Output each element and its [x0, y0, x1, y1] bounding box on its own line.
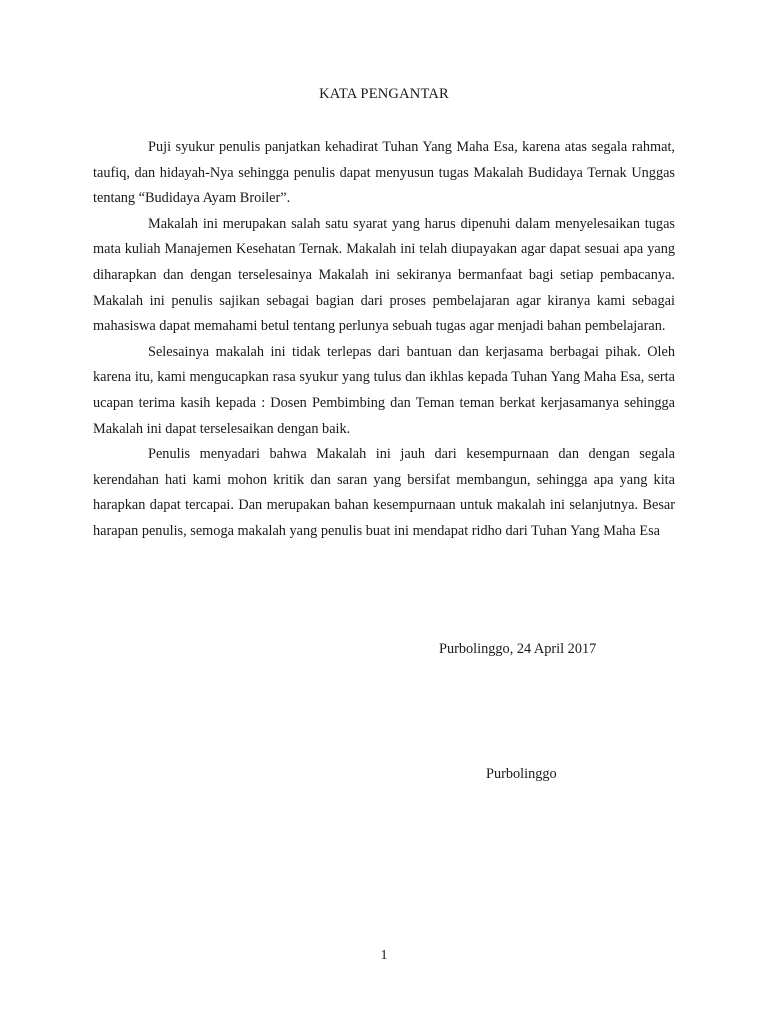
signer-name: Purbolinggo — [486, 766, 557, 782]
place-date: Purbolinggo, 24 April 2017 — [439, 641, 597, 657]
body-text — [93, 135, 675, 545]
paragraph-2: Makalah ini merupakan salah satu syarat yang harus dipenuhi dalam menyelesaikan tugas mata kuliah Manajemen Kesehatan Ternak. Makalah ini telah diupayakan agar dapat sesuai apa yang diharapkan dan dengan terselesainya Makalah ini sekiranya bermanfaat bagi setiap pembacanya. Makalah ini penulis sajikan sebagai bagian dari proses pembelajaran agar kiranya kami sebagai mahasiswa dapat memahami betul tentang perlunya sebuah tugas agar menjadi bahan pembelajaran. — [93, 215, 675, 335]
page-title: KATA PENGANTAR — [319, 86, 449, 102]
page-number: 1 — [380, 948, 388, 963]
paragraph-3: Selesainya makalah ini tidak terlepas dari bantuan dan kerjasama berbagai pihak. Oleh karena itu, kami mengucapkan rasa syukur yang tulus dan ikhlas kepada Tuhan Yang Maha Esa, serta ucapan terima kasih kepada : Dosen Pembimbing dan Teman teman berkat kerjasamanya sehingga Makalah ini dapat terselesaikan dengan baik. — [93, 343, 675, 437]
paragraph-4: Penulis menyadari bahwa Makalah ini jauh dari kesempurnaan dan dengan segala kerendahan hati kami mohon kritik dan saran yang bersifat membangun, sehingga apa yang kita harapkan dapat tercapai. Dan merupakan bahan kesempurnaan untuk makalah ini selanjutnya. Besar harapan penulis, semoga makalah yang penulis buat ini mendapat ridho dari Tuhan Yang Maha Esa — [93, 446, 675, 539]
paragraph-1: Puji syukur penulis panjatkan kehadirat Tuhan Yang Maha Esa, karena atas segala rahmat, taufiq, dan hidayah-Nya sehingga penulis dapat menyusun tugas Makalah Budidaya Ternak Unggas tentang “Budidaya Ayam Broiler”. — [93, 139, 675, 207]
